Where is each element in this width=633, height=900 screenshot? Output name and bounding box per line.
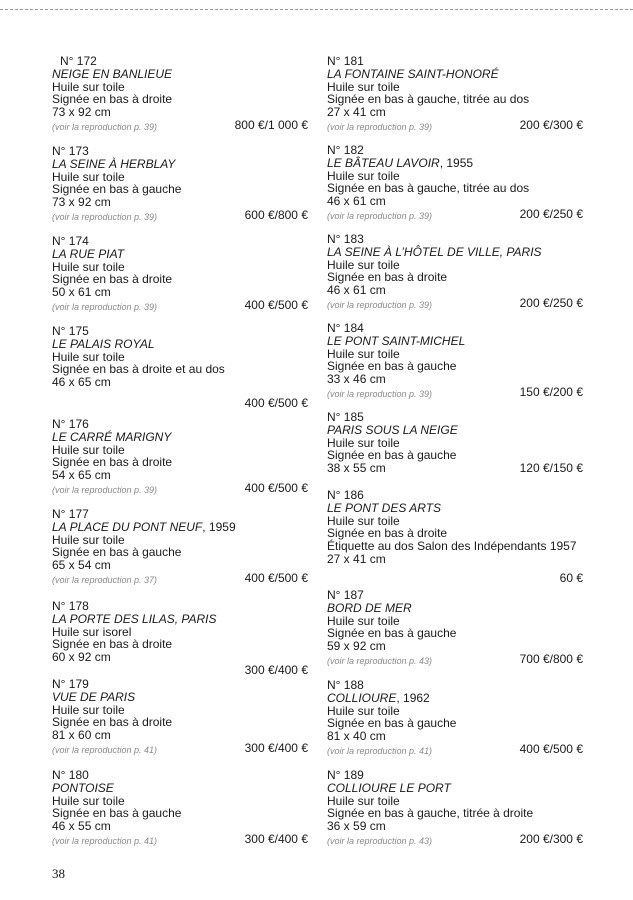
lot-detail-line: Signée en bas à droite xyxy=(52,272,173,287)
lot-entry xyxy=(327,233,583,311)
lot-detail-line: 73 x 92 cm xyxy=(52,195,111,210)
lot-detail-line: Signée en bas à droite xyxy=(52,455,173,470)
lot-detail-line: 73 x 92 cm xyxy=(52,105,111,120)
lot-title xyxy=(327,246,583,259)
lot-estimate: 400 €/500 € xyxy=(244,297,308,312)
lot-detail-line: 46 x 65 cm xyxy=(52,375,111,390)
lot-footer xyxy=(52,742,308,756)
lot-title-text: LA SEINE À L’HÔTEL DE VILLE, PARIS xyxy=(327,244,542,259)
reproduction-reference: (voir la reproduction p. 37) xyxy=(52,574,158,585)
lot-estimate: 400 €/500 € xyxy=(244,570,308,585)
lot-footer xyxy=(327,572,583,586)
lot-footer xyxy=(327,119,583,133)
lot-detail-line: Signée en bas à droite xyxy=(52,715,173,730)
lot-entry xyxy=(327,489,583,586)
lot-entry xyxy=(327,144,583,222)
lot-entry xyxy=(52,325,308,411)
lot-estimate: 150 €/200 € xyxy=(519,384,583,399)
lot-detail-line: Signée en bas à gauche, titrée au dos xyxy=(327,181,530,196)
lot-footer xyxy=(327,833,583,847)
lot-entry xyxy=(52,235,308,313)
lot-detail-line: 46 x 61 cm xyxy=(327,194,386,209)
lot-title xyxy=(327,602,583,615)
lot-title xyxy=(327,782,583,795)
lot-title xyxy=(52,613,308,626)
lot-title-text: LE CARRÉ MARIGNY xyxy=(52,429,172,444)
lot-estimate: 120 €/150 € xyxy=(519,461,583,476)
reproduction-reference: (voir la reproduction p. 39) xyxy=(327,388,433,399)
lot-detail-line: Signée en bas à gauche, titrée à droite xyxy=(327,806,534,821)
lot-title-text: LE BÂTEAU LAVOIR xyxy=(327,155,440,170)
lot-detail-line: Huile sur toile xyxy=(327,257,400,272)
lot-number: N° 187 xyxy=(327,588,364,602)
reproduction-reference: (voir la reproduction p. 41) xyxy=(52,835,158,846)
lot-footer xyxy=(52,833,308,847)
lot-title xyxy=(52,521,308,534)
lot-footer xyxy=(52,572,308,586)
reproduction-reference: (voir la reproduction p. 39) xyxy=(327,121,433,132)
lot-detail-line: Huile sur toile xyxy=(327,513,400,528)
lot-title-text: LA RUE PIAT xyxy=(52,246,125,261)
lot-title-text: LA PORTE DES LILAS, PARIS xyxy=(52,611,217,626)
lot-estimate: 200 €/300 € xyxy=(519,831,583,846)
lot-number: N° 188 xyxy=(327,678,364,692)
lot-entry xyxy=(327,589,583,667)
lot-detail-line: Signée en bas à droite xyxy=(52,637,173,652)
lot-detail-line: Signée en bas à gauche xyxy=(327,626,457,641)
lot-estimate: 300 €/400 € xyxy=(244,662,308,677)
reproduction-reference: (voir la reproduction p. 39) xyxy=(52,301,158,312)
lot-number: N° 183 xyxy=(327,232,364,246)
lot-footer xyxy=(52,119,308,133)
lot-number: N° 175 xyxy=(52,324,89,338)
lot-title xyxy=(52,158,308,171)
lot-entry xyxy=(52,769,308,847)
lot-detail-line: Signée en bas à droite et au dos xyxy=(52,362,225,377)
lot-detail-line: 33 x 46 cm xyxy=(327,372,386,387)
lot-number: N° 185 xyxy=(327,410,364,424)
lot-detail-line: Huile sur toile xyxy=(327,346,400,361)
lot-detail-line: Huile sur toile xyxy=(52,169,125,184)
reproduction-reference: (voir la reproduction p. 39) xyxy=(52,121,158,132)
lot-footer xyxy=(327,462,583,476)
lot-detail-line: Huile sur toile xyxy=(52,349,125,364)
lot-footer xyxy=(327,208,583,222)
lot-detail-line: Signée en bas à gauche xyxy=(52,545,182,560)
lot-detail-line: 27 x 41 cm xyxy=(327,105,386,120)
lot-estimate: 600 €/800 € xyxy=(244,207,308,222)
lot-detail-line: 60 x 92 cm xyxy=(52,650,111,665)
lot-title xyxy=(327,68,583,81)
lot-number: N° 174 xyxy=(52,234,89,248)
lot-detail-line: Huile sur toile xyxy=(52,259,125,274)
reproduction-reference: (voir la reproduction p. 41) xyxy=(52,744,158,755)
lot-number: N° 184 xyxy=(327,321,364,335)
lot-footer xyxy=(52,299,308,313)
lot-title-text: NEIGE EN BANLIEUE xyxy=(52,66,173,81)
lot-detail-line: 65 x 54 cm xyxy=(52,558,111,573)
lot-detail-line: Signée en bas à droite xyxy=(327,526,448,541)
lot-entry xyxy=(327,55,583,133)
reproduction-reference: (voir la reproduction p. 39) xyxy=(52,211,158,222)
lot-footer xyxy=(52,664,308,678)
lot-estimate: 400 €/500 € xyxy=(244,480,308,495)
lot-estimate: 800 €/1 000 € xyxy=(234,117,308,132)
reproduction-reference: (voir la reproduction p. 39) xyxy=(52,484,158,495)
lot-detail-line: Huile sur toile xyxy=(327,613,400,628)
lot-estimate: 400 €/500 € xyxy=(519,741,583,756)
lot-estimate: 400 €/500 € xyxy=(244,395,308,410)
lot-number: N° 189 xyxy=(327,768,364,782)
lot-title-text: PONTOISE xyxy=(52,780,114,795)
lot-title-text: LE PALAIS ROYAL xyxy=(52,336,155,351)
lot-detail-line: Huile sur toile xyxy=(327,793,400,808)
lot-title-text: VUE DE PARIS xyxy=(52,689,136,704)
reproduction-reference: (voir la reproduction p. 39) xyxy=(327,210,433,221)
lot-title-text: LE PONT DES ARTS xyxy=(327,500,442,515)
lot-number: N° 177 xyxy=(52,507,89,521)
lot-title xyxy=(327,692,583,705)
lot-detail-line: 81 x 40 cm xyxy=(327,729,386,744)
lot-detail-line: 46 x 61 cm xyxy=(327,283,386,298)
reproduction-reference: (voir la reproduction p. 39) xyxy=(327,299,433,310)
lot-number: N° 179 xyxy=(52,677,89,691)
lot-footer xyxy=(327,653,583,667)
lot-entry xyxy=(327,679,583,757)
reproduction-reference: (voir la reproduction p. 43) xyxy=(327,655,433,666)
reproduction-reference: (voir la reproduction p. 43) xyxy=(327,835,433,846)
lot-detail-line: 50 x 61 cm xyxy=(52,285,111,300)
lot-detail-line: Signée en bas à gauche xyxy=(52,806,182,821)
lot-detail-line: Huile sur toile xyxy=(52,702,125,717)
lot-title-text: LA FONTAINE SAINT-HONORÉ xyxy=(327,66,499,81)
lot-entry xyxy=(52,55,308,133)
lot-title-text: COLLIOURE xyxy=(327,690,397,705)
lot-footer xyxy=(327,386,583,400)
lot-detail-line: Huile sur toile xyxy=(327,168,400,183)
lot-detail-line: Signée en bas à droite xyxy=(52,92,173,107)
lot-entry xyxy=(52,145,308,223)
lot-entry xyxy=(52,678,308,756)
lot-title xyxy=(52,338,308,351)
lot-detail-line: Signée en bas à gauche, titrée au dos xyxy=(327,92,530,107)
lot-detail-line: 54 x 65 cm xyxy=(52,468,111,483)
lot-footer xyxy=(327,297,583,311)
lot-footer xyxy=(327,743,583,757)
lot-title-date: , 1962 xyxy=(396,690,430,705)
page-number: 38 xyxy=(52,866,65,881)
lot-detail-line: Signée en bas à droite xyxy=(327,270,448,285)
lot-title xyxy=(52,691,308,704)
lot-title-text: COLLIOURE LE PORT xyxy=(327,780,451,795)
lot-entry xyxy=(52,600,308,678)
lot-title-date: , 1955 xyxy=(439,155,474,170)
lot-estimate: 200 €/300 € xyxy=(519,117,583,132)
lot-footer xyxy=(52,209,308,223)
lot-title-text: PARIS SOUS LA NEIGE xyxy=(327,422,458,437)
lot-estimate: 700 €/800 € xyxy=(519,651,583,666)
lot-entry xyxy=(327,322,583,400)
lot-entry xyxy=(327,411,583,476)
lot-title-date: , 1959 xyxy=(202,519,236,534)
lot-number: N° 176 xyxy=(52,417,89,431)
lot-detail-line: 81 x 60 cm xyxy=(52,728,111,743)
lot-detail-line: Huile sur toile xyxy=(52,79,125,94)
lot-title-text: LA SEINE À HERBLAY xyxy=(52,156,176,171)
lot-title xyxy=(327,157,583,170)
lot-number: N° 181 xyxy=(327,54,364,68)
lot-detail-line: Huile sur toile xyxy=(52,532,125,547)
lot-number: N° 178 xyxy=(52,599,89,613)
lot-detail-line: Étiquette au dos Salon des Indépendants 1957 xyxy=(327,539,577,554)
lot-entry xyxy=(52,508,308,586)
lot-detail-line: Signée en bas à gauche xyxy=(327,448,457,463)
lot-title xyxy=(52,248,308,261)
lot-entry xyxy=(327,769,583,847)
lot-title xyxy=(327,335,583,348)
lot-detail-line: Signée en bas à gauche xyxy=(327,716,457,731)
lot-number: N° 182 xyxy=(327,143,364,157)
lot-title xyxy=(52,431,308,444)
lot-detail-line: Huile sur toile xyxy=(52,793,125,808)
lot-footer xyxy=(52,397,308,411)
lot-title-text: BORD DE MER xyxy=(327,600,412,615)
lot-detail-line: 46 x 55 cm xyxy=(52,819,111,834)
lot-title-text: LA PLACE DU PONT NEUF xyxy=(52,519,203,534)
lot-estimate: 60 € xyxy=(559,570,583,585)
lot-detail-line: Signée en bas à gauche xyxy=(327,359,457,374)
lot-detail-line: 27 x 41 cm xyxy=(327,551,386,566)
lot-footer xyxy=(52,482,308,496)
lot-title xyxy=(52,782,308,795)
lot-detail-line: Huile sur toile xyxy=(327,435,400,450)
lot-estimate: 300 €/400 € xyxy=(244,740,308,755)
lot-entry xyxy=(52,418,308,496)
lot-estimate: 200 €/250 € xyxy=(519,206,583,221)
lot-detail-line: 59 x 92 cm xyxy=(327,639,386,654)
lot-number: N° 173 xyxy=(52,144,89,158)
reproduction-reference: (voir la reproduction p. 41) xyxy=(327,745,433,756)
lot-number: N° 172 xyxy=(60,54,97,68)
lot-detail-line: Huile sur toile xyxy=(52,442,125,457)
lot-estimate: 200 €/250 € xyxy=(519,295,583,310)
lot-title-text: LE PONT SAINT-MICHEL xyxy=(327,333,466,348)
lot-estimate: 300 €/400 € xyxy=(244,831,308,846)
lot-number: N° 186 xyxy=(327,488,364,502)
lot-detail-line: Huile sur toile xyxy=(327,703,400,718)
lot-detail-line: Huile sur isorel xyxy=(52,624,132,639)
lot-detail-line: 36 x 59 cm xyxy=(327,819,386,834)
lot-title xyxy=(52,68,308,81)
lot-dimensions: 38 x 55 cm xyxy=(327,461,386,476)
lot-detail-line: Signée en bas à gauche xyxy=(52,182,182,197)
lot-number: N° 180 xyxy=(52,768,89,782)
lot-title xyxy=(327,502,583,515)
top-dashed-rule xyxy=(0,9,633,10)
lot-title xyxy=(327,424,583,437)
lot-detail-line: Huile sur toile xyxy=(327,79,400,94)
